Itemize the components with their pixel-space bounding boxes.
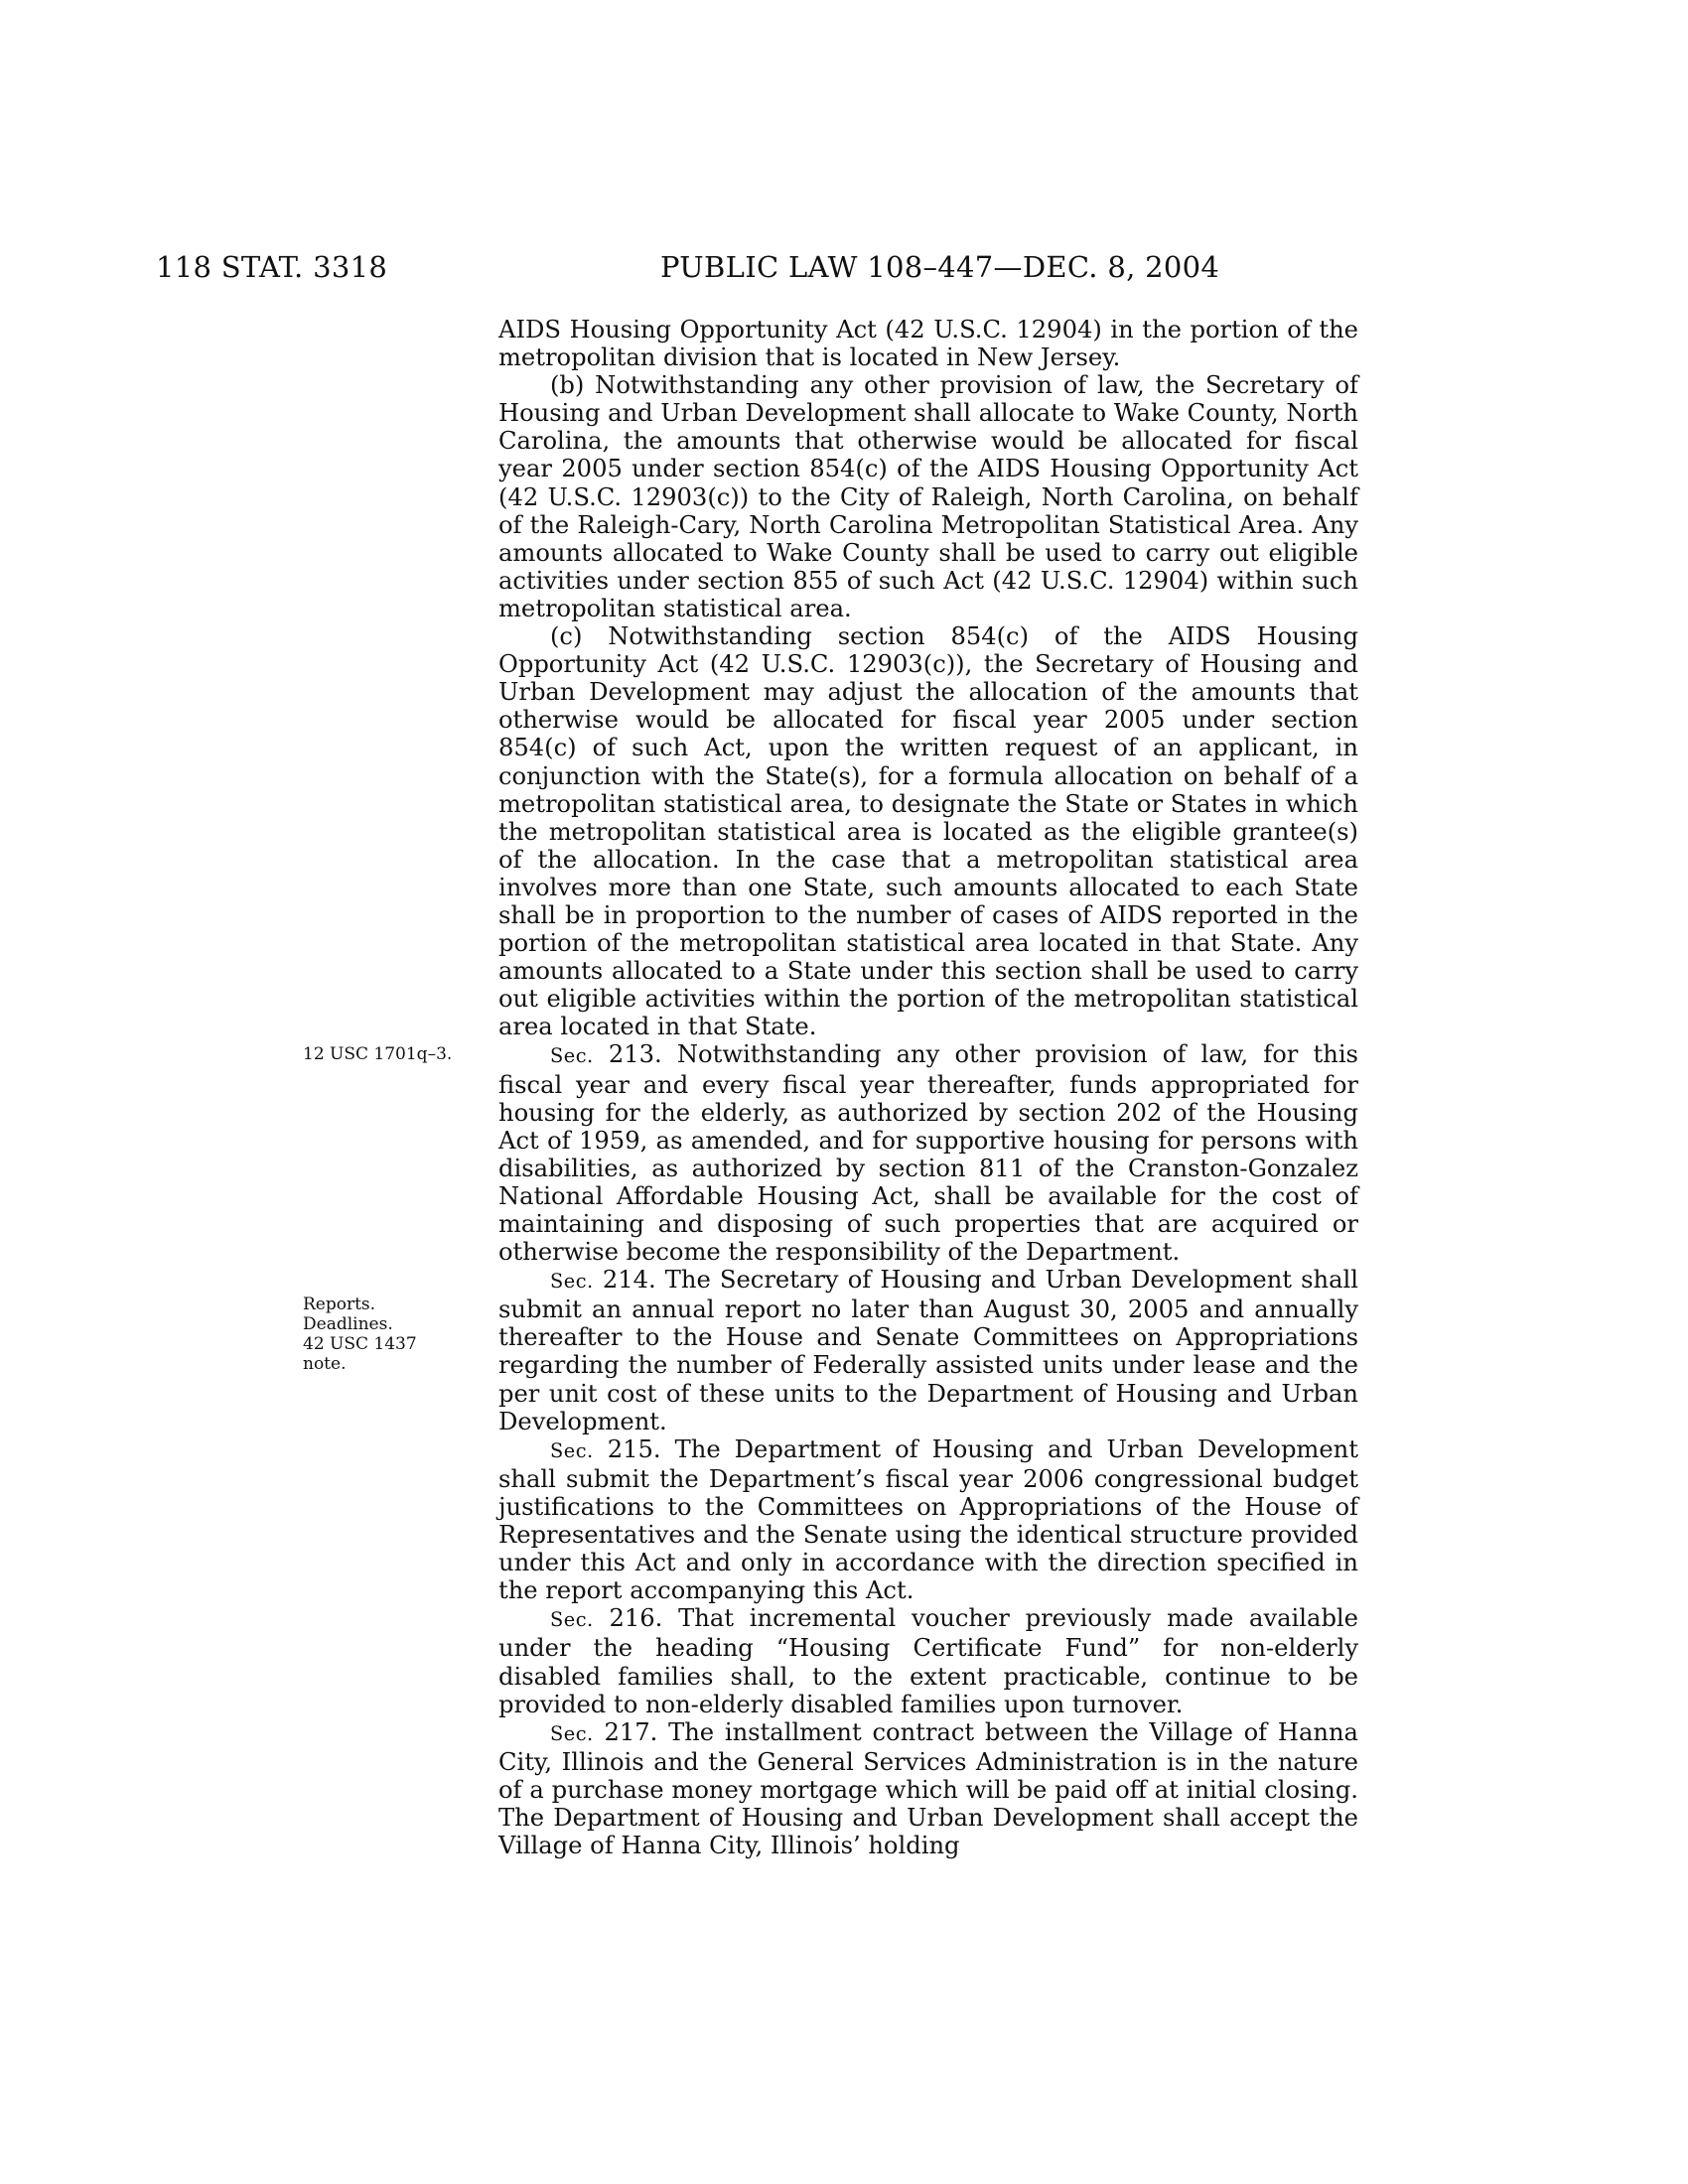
section-label: Sec. [550,1270,594,1294]
section-number: 216. [609,1604,663,1633]
section-number: 217. [604,1717,658,1746]
section-label: Sec. [550,1044,594,1068]
section-216 [498,1604,1358,1717]
margin-note-line: 42 USC 1437 [303,1334,417,1354]
paragraph-continued: AIDS Housing Opportunity Act (42 U.S.C. 12904) in the portion of the metropolitan division that is located in New Jersey. [498,316,1358,372]
paragraph-b: (b) Notwithstanding any other provision of law, the Secretary of Housing and Urban Development shall allocate to Wake County, North Carolina, the amounts that otherwise would be allocated for fiscal year 2005 under section 854(c) of the AIDS Housing Opportunity Act (42 U.S.C. 12903(c)) to the City of Raleigh, North Carolina, on behalf of the Raleigh-Cary, North Carolina Metropolitan Statistical Area. Any amounts allocated to Wake County shall be used to carry out eligible activities under section 855 of such Act (42 U.S.C. 12904) within such metropolitan statistical area. [498,371,1358,622]
margin-note-line: Deadlines. [303,1314,393,1334]
margin-note-sec214 [303,1295,442,1374]
section-label: Sec. [550,1438,594,1462]
section-213 [498,1040,1358,1266]
paragraph-c: (c) Notwithstanding section 854(c) of the AIDS Housing Opportunity Act (42 U.S.C. 12903(c)), the Secretary of Housing and Urban Development may adjust the allocation of the amounts that otherwise would be allocated for fiscal year 2005 under section 854(c) of such Act, upon the written request of an applicant, in conjunction with the State(s), for a formula allocation on behalf of a metropolitan statistical area, to designate the State or States in which the metropolitan statistical area is located as the eligible grantee(s) of the allocation. In the case that a metropolitan statistical area involves more than one State, such amounts allocated to each State shall be in proportion to the number of cases of AIDS reported in the portion of the metropolitan statistical area located in that State. Any amounts allocated to a State under this section shall be used to carry out eligible activities within the portion of the metropolitan statistical area located in that State. [498,622,1358,1041]
section-number: 214. [602,1266,656,1295]
margin-note-sec213 [303,1044,453,1064]
section-217 [498,1718,1358,1859]
running-header: PUBLIC LAW 108–447—DEC. 8, 2004 [660,250,1220,284]
section-label: Sec. [550,1608,594,1632]
section-text: Notwithstanding any other provision of law, for this fiscal year and every fiscal year thereafter, funds appropriated for housing for the elderly, as authorized by section 202 of the Housing Act of 1959, as amended, and for supportive housing for persons with disabilities, as authorized by section 811 of the Cranston-Gonzalez National Affordable Housing Act, shall be available for the cost of maintaining and disposing of such properties that are acquired or otherwise become the responsibility of the Department. [498,1040,1358,1267]
margin-note-line: 12 USC 1701q–3. [303,1044,453,1064]
section-label: Sec. [550,1721,594,1745]
body-text [498,316,1358,1859]
margin-note-line: Reports. [303,1295,376,1314]
section-number: 213. [608,1040,662,1069]
margin-note-line: note. [303,1354,347,1374]
section-text: The Department of Housing and Urban Development shall submit the Department’s fiscal year 2006 congressional budget justifications to the Committees on Appropriations of the House of Representatives and the Senate using the identical structure provided under this Act and only in accordance with the direction specified in the report accompanying this Act. [498,1434,1358,1605]
section-215 [498,1435,1358,1605]
section-number: 215. [607,1434,661,1463]
section-text: The Secretary of Housing and Urban Development shall submit an annual report no later than August 30, 2005 and annually thereafter to the House and Senate Committees on Appropriations regarding the number of Federally assisted units under lease and the per unit cost of these units to the Department of Housing and Urban Development. [498,1266,1358,1435]
section-text: The installment contract between the Village of Hanna City, Illinois and the General Services Administration is in the nature of a purchase money mortgage which will be paid off at initial closing. The Department of Housing and Urban Development shall accept the Village of Hanna City, Illinois’ holding [498,1717,1358,1860]
section-text: That incremental voucher previously made available under the heading “Housing Certificate Fund” for non-elderly disabled families shall, to the extent practicable, continue to be provided to non-elderly disabled families upon turnover. [498,1604,1358,1718]
stat-page-number: 118 STAT. 3318 [156,250,388,284]
section-214 [498,1266,1358,1435]
